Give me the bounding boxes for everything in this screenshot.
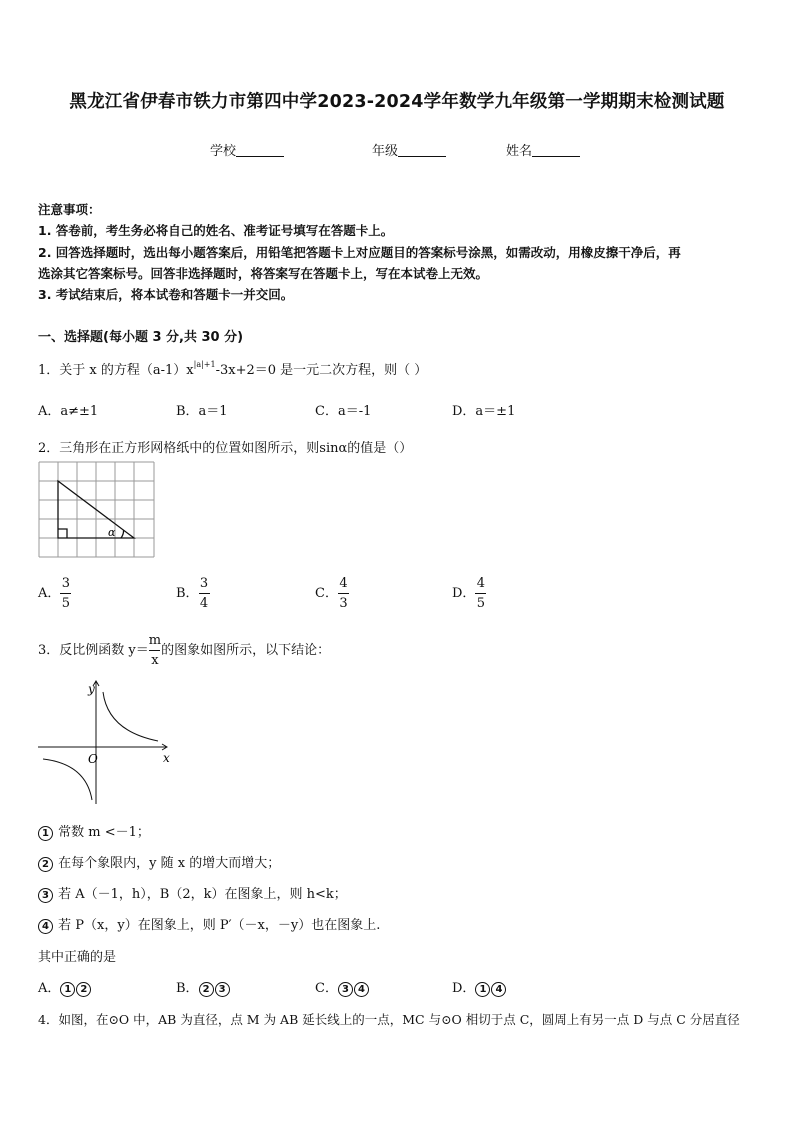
q1-option-c[interactable]: C．a＝-1 bbox=[315, 404, 372, 419]
q3-conclusion: 其中正确的是 bbox=[38, 950, 117, 965]
q3-statement-2: 2 在每个象限内，y 随 x 的增大而增大； bbox=[38, 852, 280, 872]
q3-option-d[interactable]: D． 1 4 bbox=[452, 977, 507, 997]
question-2: 2．三角形在正方形网格纸中的位置如图所示，则sinα的值是（） bbox=[38, 441, 413, 456]
q1-option-b[interactable]: B．a＝1 bbox=[176, 404, 228, 419]
q3-option-a[interactable]: A． 1 2 bbox=[38, 977, 92, 997]
q3-statement-1: 1 常数 m <－1； bbox=[38, 821, 150, 841]
q3-statement-4: 4 若 P（x，y）在图象上，则 P′（－x，－y）也在图象上. bbox=[38, 914, 380, 934]
grade-blank[interactable] bbox=[398, 144, 446, 157]
page-title: 黑龙江省伊春市铁力市第四中学2023-2024学年数学九年级第一学期期末检测试题 bbox=[69, 92, 725, 112]
notice-item: 1. 答卷前，考生务必将自己的姓名、准考证号填写在答题卡上。 bbox=[38, 223, 394, 238]
y-axis-label: y bbox=[88, 682, 95, 696]
grade-field: 年级 bbox=[372, 140, 446, 159]
section-heading: 一、选择题(每小题 3 分,共 30 分) bbox=[38, 330, 244, 345]
origin-label: O bbox=[88, 752, 98, 766]
q1-option-a[interactable]: A．a≠±1 bbox=[38, 404, 99, 419]
hyperbola-graph bbox=[36, 676, 178, 806]
q1-option-d[interactable]: D．a＝±1 bbox=[452, 404, 516, 419]
q2-option-c[interactable]: C． $\frac{4}{3}$ bbox=[315, 576, 348, 611]
question-1: 1．关于 x 的方程$(a-1)x^{|a|+1}-3x+2=0$ 是一元二次方程，则（ ） bbox=[38, 360, 428, 378]
notice-heading: 注意事项： bbox=[38, 202, 101, 217]
name-blank[interactable] bbox=[532, 144, 580, 157]
question-4: 4．如图，在⊙O 中，AB 为直径，点 M 为 AB 延长线上的一点，MC 与⊙O 相切于点 C，圆周上有另一点 D 与点 C 分居直径 bbox=[38, 1012, 740, 1027]
triangle-grid-figure bbox=[38, 461, 156, 559]
q3-option-c[interactable]: C． 3 4 bbox=[315, 977, 370, 997]
notice-item: 选涂其它答案标号。回答非选择题时，将答案写在答题卡上，写在本试卷上无效。 bbox=[38, 266, 489, 281]
name-field: 姓名 bbox=[506, 140, 580, 159]
school-field: 学校 bbox=[210, 140, 284, 159]
x-axis-label: x bbox=[163, 751, 170, 765]
q2-option-a[interactable]: A． $\frac{3}{5}$ bbox=[38, 576, 71, 611]
question-3: 3．反比例函数 y＝ $\frac{m}{x}$ 的图象如图所示，以下结论： bbox=[38, 633, 331, 668]
q3-statement-3: 3 若 A（－1，h），B（2，k）在图象上，则 h<k； bbox=[38, 883, 347, 903]
q2-option-b[interactable]: B． $\frac{3}{4}$ bbox=[176, 576, 209, 611]
notice-item: 3. 考试结束后，将本试卷和答题卡一并交回。 bbox=[38, 287, 294, 302]
notice-item: 2. 回答选择题时，选出每小题答案后，用铅笔把答题卡上对应题目的答案标号涂黑，如需改动，用橡皮擦干净后，再 bbox=[38, 245, 681, 260]
q2-option-d[interactable]: D． $\frac{4}{5}$ bbox=[452, 576, 486, 611]
alpha-label: α bbox=[108, 526, 116, 539]
q3-option-b[interactable]: B． 2 3 bbox=[176, 977, 231, 997]
school-blank[interactable] bbox=[236, 144, 284, 157]
